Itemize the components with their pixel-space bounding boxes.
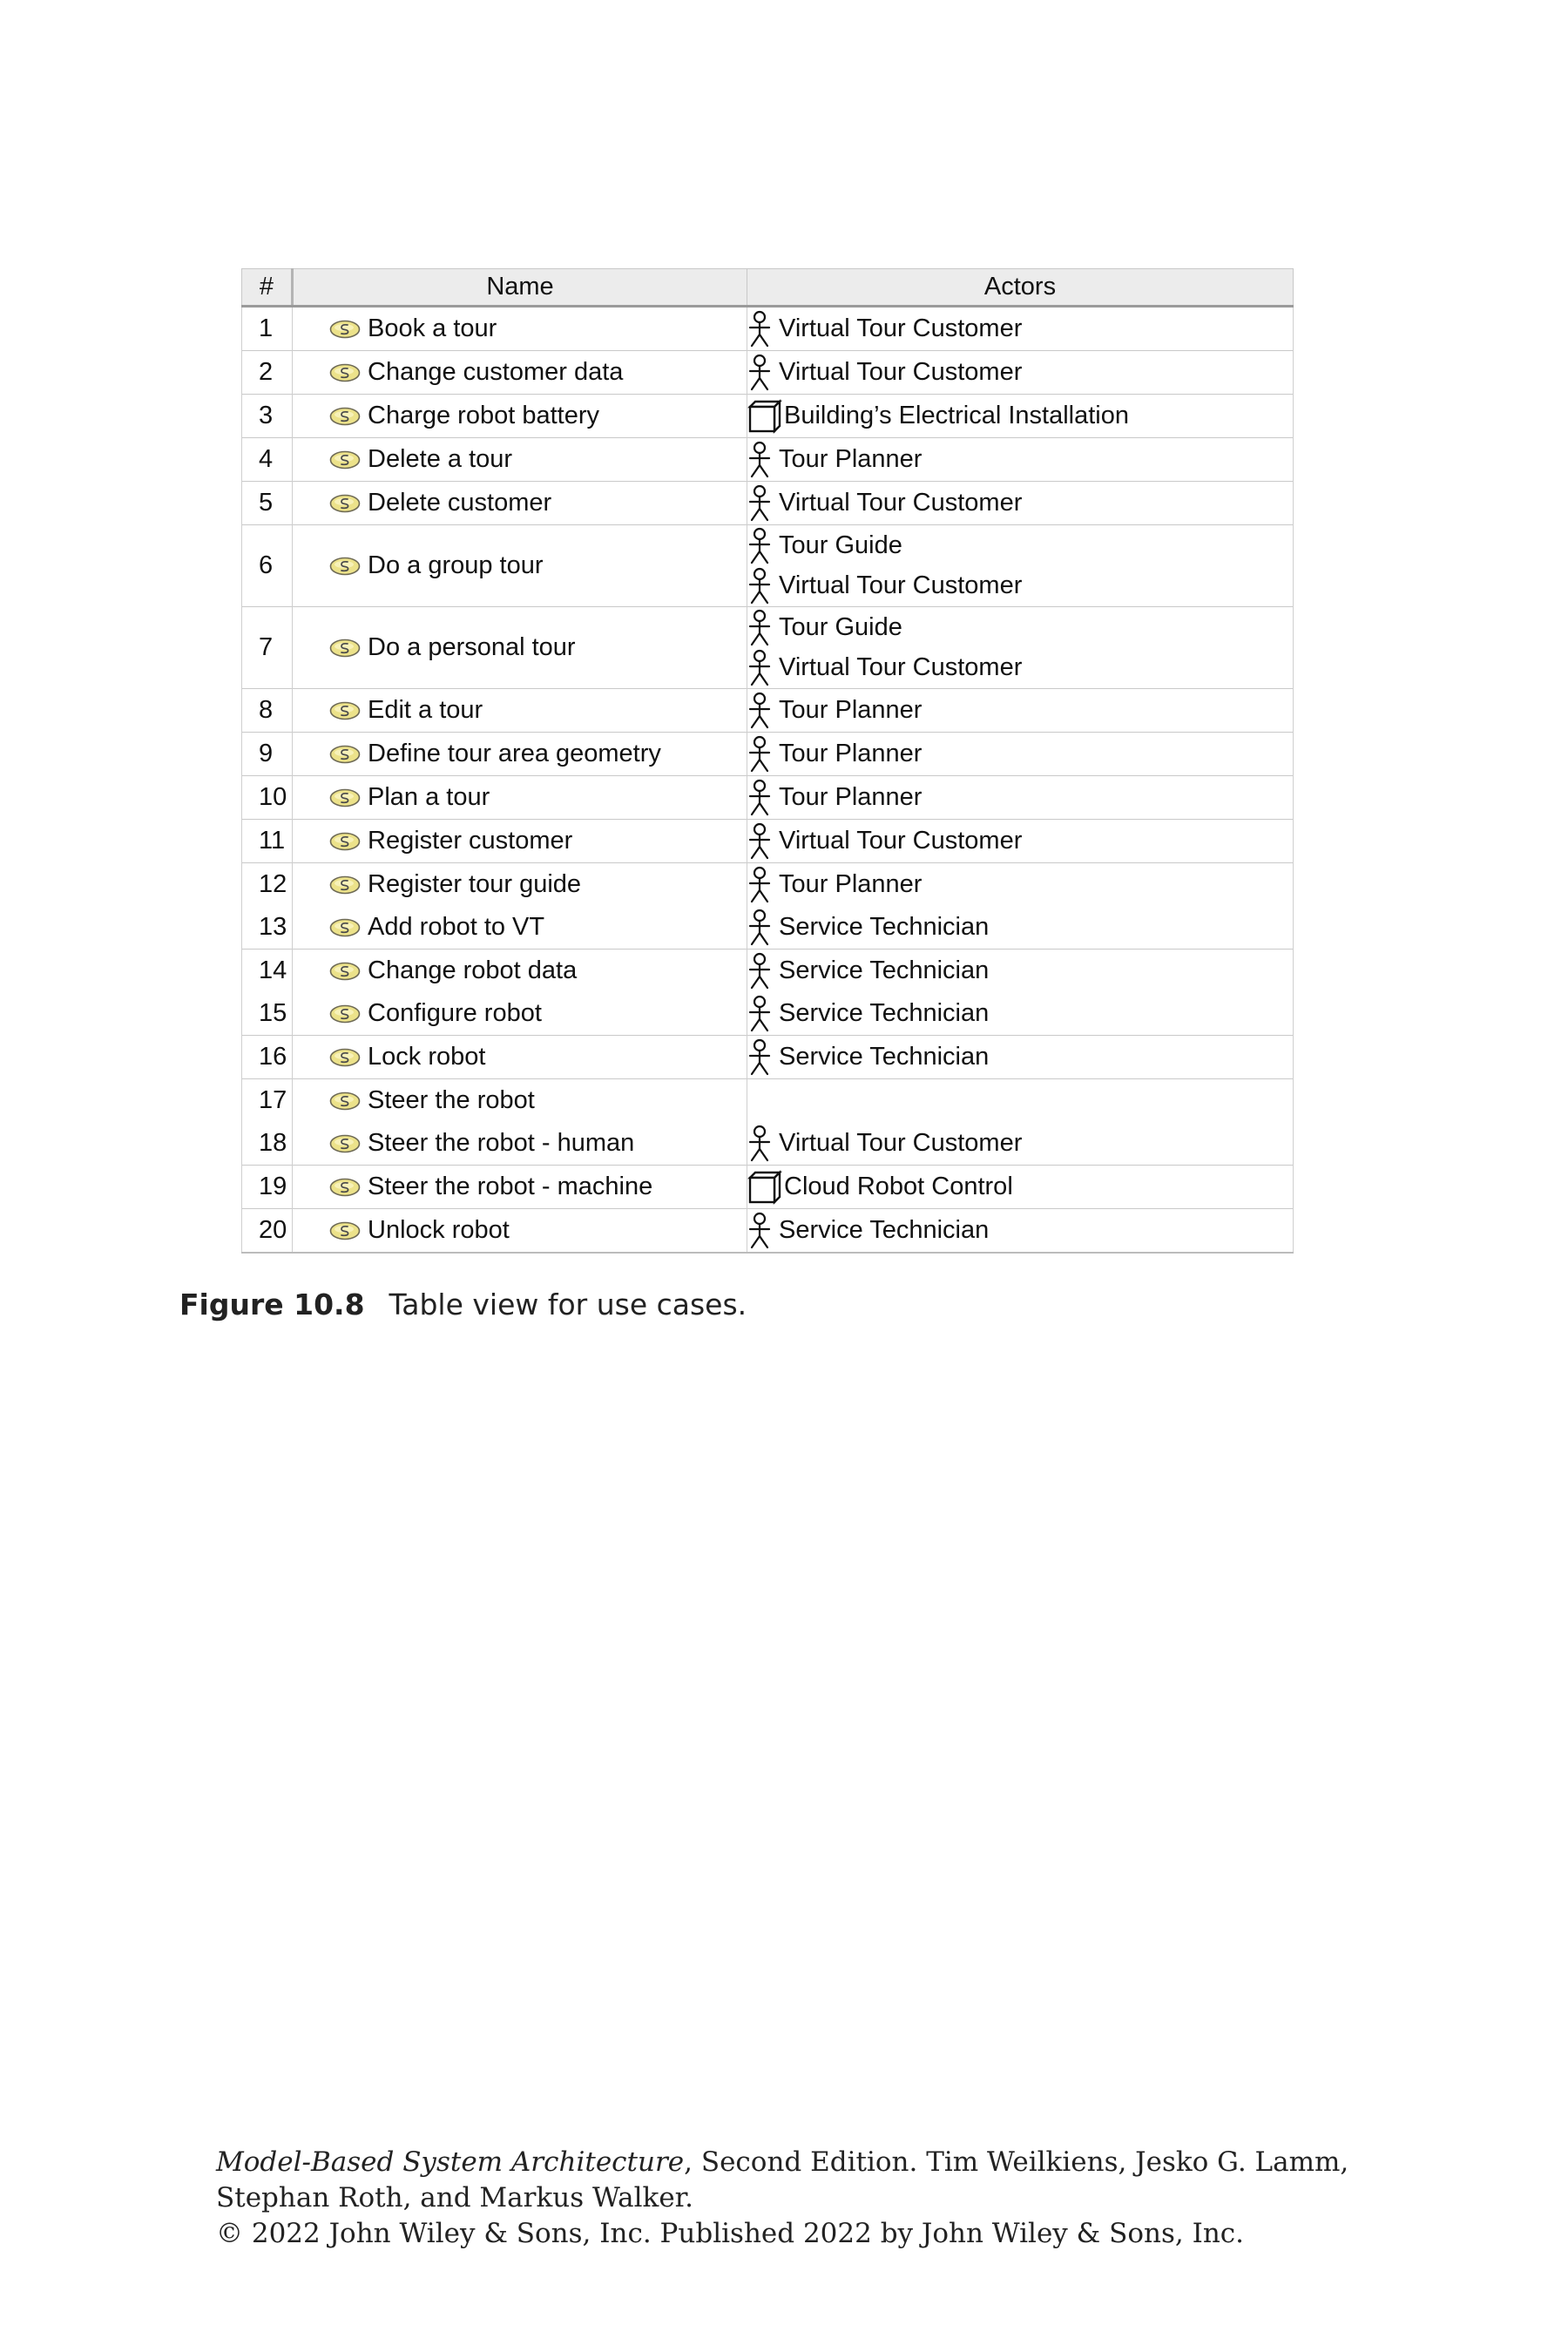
actor-name: Virtual Tour Customer [779,827,1023,855]
use-case-icon [329,363,361,382]
use-case-name: Lock robot [368,1043,486,1071]
use-case-icon [329,1092,361,1111]
row-number: 10 [242,776,293,820]
use-case-entry [293,489,747,517]
use-case-cell [293,1036,747,1079]
use-case-name: Delete a tour [368,445,513,473]
copyright-footer [216,2145,1348,2252]
use-case-cell [293,482,747,525]
footer-line-2: Stephan Roth, and Markus Walker. [216,2182,693,2213]
actor-name: Service Technician [779,999,990,1027]
table-row [242,1036,1294,1079]
use-case-icon [329,494,361,513]
actor-entry [747,353,1293,393]
row-number: 8 [242,689,293,733]
use-case-cell [293,307,747,351]
actor-icon [747,310,772,348]
use-case-entry [293,402,747,430]
use-case-cell [293,992,747,1036]
use-case-name: Charge robot battery [368,402,599,429]
use-case-name: Change robot data [368,956,578,984]
actor-entry [747,309,1293,349]
row-number: 12 [242,863,293,907]
use-case-entry [293,913,747,942]
actor-name: Virtual Tour Customer [779,1129,1023,1157]
figure-caption-text: Table view for use cases. [389,1288,747,1321]
table-row [242,776,1294,820]
actors-cell [747,525,1294,607]
row-number: 7 [242,607,293,689]
table-header-row [242,269,1294,307]
use-case-name: Edit a tour [368,696,483,724]
actor-entry [747,1037,1293,1078]
row-number: 6 [242,525,293,607]
actor-name: Virtual Tour Customer [779,571,1023,599]
actor-entry [747,951,1293,991]
actor-icon [747,1038,772,1077]
use-case-cell [293,525,747,607]
row-number: 1 [242,307,293,351]
row-number: 15 [242,992,293,1036]
actor-name: Tour Planner [779,783,923,811]
actor-icon [747,866,772,904]
actor-entry [747,691,1293,731]
use-case-icon [329,701,361,720]
row-number: 20 [242,1209,293,1254]
use-case-cell [293,689,747,733]
actor-name: Tour Planner [779,696,923,724]
use-case-entry [293,740,747,768]
use-case-entry [293,827,747,855]
use-case-icon [329,832,361,851]
actor-name: Virtual Tour Customer [779,314,1023,342]
row-number: 9 [242,733,293,776]
actors-cell [747,395,1294,438]
actor-icon [747,952,772,990]
use-case-entry [293,445,747,474]
table-row [242,1079,1294,1123]
actor-entry [747,994,1293,1034]
footer-line-1 [216,2145,1348,2180]
table-row [242,992,1294,1036]
actors-cell [747,1079,1294,1123]
actor-entry [747,1124,1293,1164]
actors-cell [747,482,1294,525]
use-case-icon [329,962,361,981]
actor-entry [747,1211,1293,1251]
use-case-icon [329,450,361,470]
use-case-icon [329,875,361,895]
actors-cell [747,607,1294,689]
actor-name: Virtual Tour Customer [779,489,1023,517]
use-case-icon [329,320,361,339]
use-case-cell [293,395,747,438]
use-case-name: Plan a tour [368,783,490,811]
actors-cell [747,776,1294,820]
use-case-entry [293,1216,747,1245]
table-row [242,1166,1294,1209]
actor-name: Tour Planner [779,445,923,473]
use-case-entry [293,956,747,985]
actor-name: Cloud Robot Control [784,1173,1013,1200]
use-case-entry [293,314,747,343]
actors-cell [747,1122,1294,1166]
figure-caption [179,1288,747,1321]
actors-cell [747,733,1294,776]
actor-icon [747,354,772,392]
use-case-table [241,268,1294,1254]
use-case-icon [329,788,361,808]
footer-line-3: © 2022 John Wiley & Sons, Inc. Published 2022 by John Wiley & Sons, Inc. [216,2218,1245,2249]
actor-icon [747,649,772,687]
use-case-icon [329,1221,361,1240]
actors-cell [747,950,1294,993]
block-icon [747,399,782,434]
table-row [242,906,1294,950]
table-row [242,863,1294,907]
actors-cell [747,906,1294,950]
actor-icon [747,609,772,647]
actors-cell [747,992,1294,1036]
table-row [242,607,1294,689]
block-icon [747,1170,782,1205]
use-case-cell [293,863,747,907]
actor-entry [747,483,1293,524]
use-case-entry [293,1086,747,1115]
table-row [242,525,1294,607]
actors-cell [747,863,1294,907]
use-case-cell [293,1079,747,1123]
table-row [242,950,1294,993]
table-body [242,307,1294,1254]
use-case-name: Configure robot [368,999,542,1027]
use-case-cell [293,906,747,950]
actors-cell [747,307,1294,351]
row-number: 17 [242,1079,293,1123]
table-row [242,307,1294,351]
table-row [242,351,1294,395]
use-case-name: Delete customer [368,489,552,517]
use-case-name: Steer the robot - machine [368,1173,653,1200]
row-number: 14 [242,950,293,993]
actor-icon [747,527,772,565]
actor-entry [747,908,1293,948]
row-number: 19 [242,1166,293,1209]
actor-entry [747,526,1293,566]
actor-entry [747,440,1293,480]
column-header-actors: Actors [747,269,1294,307]
use-case-name: Do a personal tour [368,633,576,661]
use-case-cell [293,351,747,395]
actor-name: Tour Planner [779,740,923,767]
use-case-cell [293,950,747,993]
table-row [242,395,1294,438]
actors-cell [747,438,1294,482]
actors-cell [747,689,1294,733]
use-case-icon [329,1178,361,1197]
use-case-name: Unlock robot [368,1216,510,1244]
use-case-entry [293,999,747,1028]
actor-name: Tour Planner [779,870,923,898]
actor-name: Virtual Tour Customer [779,358,1023,386]
actor-icon [747,995,772,1033]
actor-entry [747,648,1293,688]
actor-icon [747,735,772,774]
actor-icon [747,441,772,479]
use-case-entry [293,1043,747,1071]
use-case-icon [329,407,361,426]
use-case-name: Book a tour [368,314,497,342]
actor-icon [747,1212,772,1250]
use-case-name: Add robot to VT [368,913,545,941]
use-case-entry [293,870,747,899]
row-number: 4 [242,438,293,482]
actor-icon [747,822,772,861]
actor-entry [747,566,1293,606]
table-row [242,689,1294,733]
footer-line-1-rest: , Second Edition. Tim Weilkiens, Jesko G. Lamm, [684,2146,1349,2178]
row-number: 16 [242,1036,293,1079]
row-number: 11 [242,820,293,863]
use-case-icon [329,557,361,576]
table-row [242,482,1294,525]
actors-cell [747,820,1294,863]
table-row [242,438,1294,482]
actor-icon [747,484,772,523]
use-case-name: Steer the robot [368,1086,535,1114]
column-header-name: Name [293,269,747,307]
actors-cell [747,1036,1294,1079]
use-case-entry [293,1129,747,1158]
actor-icon [747,909,772,947]
use-case-name: Register customer [368,827,573,855]
actor-entry [747,396,1293,436]
use-case-name: Define tour area geometry [368,740,661,767]
actor-name: Building’s Electrical Installation [784,402,1130,429]
actor-entry [747,778,1293,818]
actors-cell [747,1166,1294,1209]
actor-name: Service Technician [779,1043,990,1071]
use-case-entry [293,1173,747,1201]
use-case-cell [293,1166,747,1209]
use-case-entry [293,358,747,387]
use-case-entry [293,783,747,812]
actor-icon [747,567,772,605]
book-title: Model-Based System Architecture [216,2146,685,2178]
row-number: 5 [242,482,293,525]
table-row [242,733,1294,776]
actor-name: Tour Guide [779,613,902,641]
use-case-name: Register tour guide [368,870,582,898]
use-case-icon [329,745,361,764]
table-row [242,1209,1294,1254]
actor-entry [747,608,1293,648]
use-case-icon [329,1134,361,1153]
actor-name: Service Technician [779,1216,990,1244]
use-case-entry [293,696,747,725]
use-case-cell [293,820,747,863]
use-case-cell [293,1122,747,1166]
actors-cell [747,351,1294,395]
column-header-number: # [242,269,293,307]
actor-entry [747,821,1293,862]
use-case-name: Steer the robot - human [368,1129,635,1157]
row-number: 13 [242,906,293,950]
use-case-name: Do a group tour [368,551,544,579]
use-case-cell [293,776,747,820]
use-case-name: Change customer data [368,358,624,386]
row-number: 2 [242,351,293,395]
actor-icon [747,779,772,817]
use-case-cell [293,733,747,776]
use-case-icon [329,1004,361,1024]
use-case-icon [329,639,361,658]
table-row [242,820,1294,863]
use-case-cell [293,607,747,689]
actor-name: Service Technician [779,913,990,941]
row-number: 3 [242,395,293,438]
actor-name: Tour Guide [779,531,902,559]
actor-icon [747,1125,772,1163]
use-case-cell [293,1209,747,1254]
actor-name: Service Technician [779,956,990,984]
use-case-cell [293,438,747,482]
row-number: 18 [242,1122,293,1166]
actor-name: Virtual Tour Customer [779,653,1023,681]
use-case-icon [329,1048,361,1067]
actor-entry [747,1167,1293,1207]
actor-entry [747,865,1293,905]
use-case-entry [293,551,747,580]
figure-label: Figure 10.8 [179,1288,365,1321]
table-row [242,1122,1294,1166]
actor-entry [747,734,1293,774]
actor-icon [747,692,772,730]
use-case-entry [293,633,747,662]
actors-cell [747,1209,1294,1254]
use-case-icon [329,918,361,937]
